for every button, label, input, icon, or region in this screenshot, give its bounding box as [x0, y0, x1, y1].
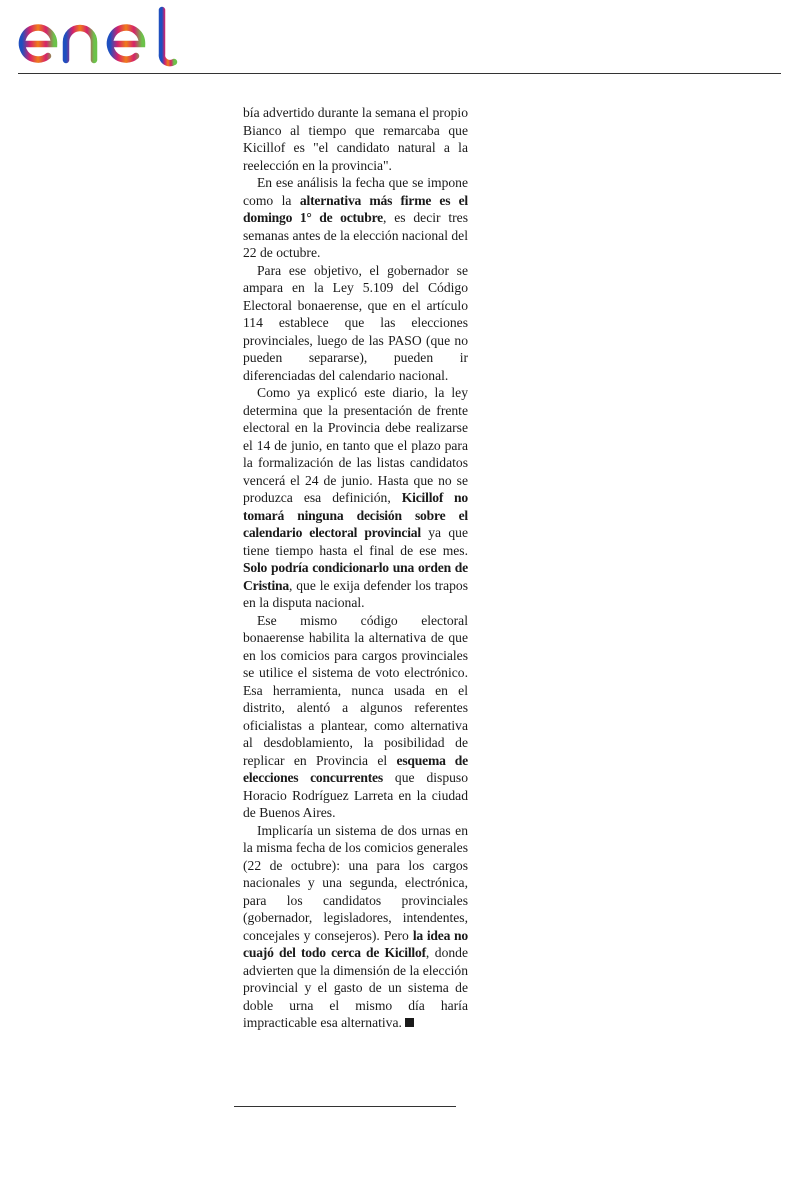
text-run: En ese análisis la fecha que se impone como la	[243, 175, 468, 208]
end-of-article-icon	[405, 1018, 414, 1027]
text-run: , que le exija defender los trapos en la disputa nacional.	[243, 577, 468, 610]
bold-highlight: alternativa más firme es el domingo 1° de octubre	[243, 192, 468, 225]
header-rule	[18, 73, 781, 74]
bold-highlight: esquema de elecciones concurrentes	[243, 752, 469, 785]
article-body	[243, 104, 468, 1032]
text-run: Como ya explicó este diario, la ley determina que la presentación de frente electoral en la Provincia debe realizarse el 14 de junio, en tanto que el plazo para la formalización de las listas candidatos vencerá el 24 de junio. Hasta que no se produzca esa definición,	[243, 385, 468, 505]
text-run: , donde advierten que la dimensión de la elección provincial y el gasto de un sistema de doble urna el mismo día haría impracticable esa alternativa.	[243, 945, 468, 1030]
text-run: bía advertido durante la semana el propio Bianco al tiempo que remarcaba que Kicillof es "el candidato natural a la reelección en la provincia".	[243, 105, 468, 173]
footer-rule	[234, 1106, 456, 1107]
bold-highlight: Kicillof no tomará ninguna decisión sobre el calendario electoral provincial	[243, 490, 468, 540]
bold-highlight: Solo podría condicionarlo una orden de Cristina	[243, 560, 468, 593]
enel-logo	[14, 4, 184, 70]
article-paragraph	[243, 822, 468, 1032]
text-run: que dispuso Horacio Rodríguez Larreta en la ciudad de Buenos Aires.	[243, 770, 469, 820]
article-paragraph	[243, 174, 468, 262]
article-paragraph	[243, 104, 468, 174]
article-paragraph	[243, 612, 468, 822]
article-paragraph	[243, 262, 468, 385]
article-paragraph	[243, 384, 468, 612]
text-run: Para ese objetivo, el gobernador se ampara en la Ley 5.109 del Código Electoral bonaerense, que en el artículo 114 establece que las elecciones provinciales, luego de las PASO (que no pueden separarse), pueden ir diferenciadas del calendario nacional.	[243, 262, 468, 383]
text-run: Implicaría un sistema de dos urnas en la misma fecha de los comicios generales (22 de octubre): una para los cargos nacionales y una segunda, electrónica, para los candidatos provinciales (gobernador, legisladores, intendentes, concejales y consejeros). Pero	[243, 822, 468, 943]
text-run: , es decir tres semanas antes de la elección nacional del 22 de octubre.	[243, 210, 469, 260]
text-run: Ese mismo código electoral bonaerense habilita la alternativa de que en los comicios para cargos provinciales se utilice el sistema de voto electrónico. Esa herramienta, nunca usada en el distrito, alentó a algunos referentes oficialistas a plantear, como alternativa al desdoblamiento, la posibilidad de replicar en Provincia el	[243, 612, 468, 768]
text-run: ya que tiene tiempo hasta el final de ese mes.	[243, 525, 468, 558]
bold-highlight: la idea no cuajó del todo cerca de Kicillof	[243, 927, 468, 960]
